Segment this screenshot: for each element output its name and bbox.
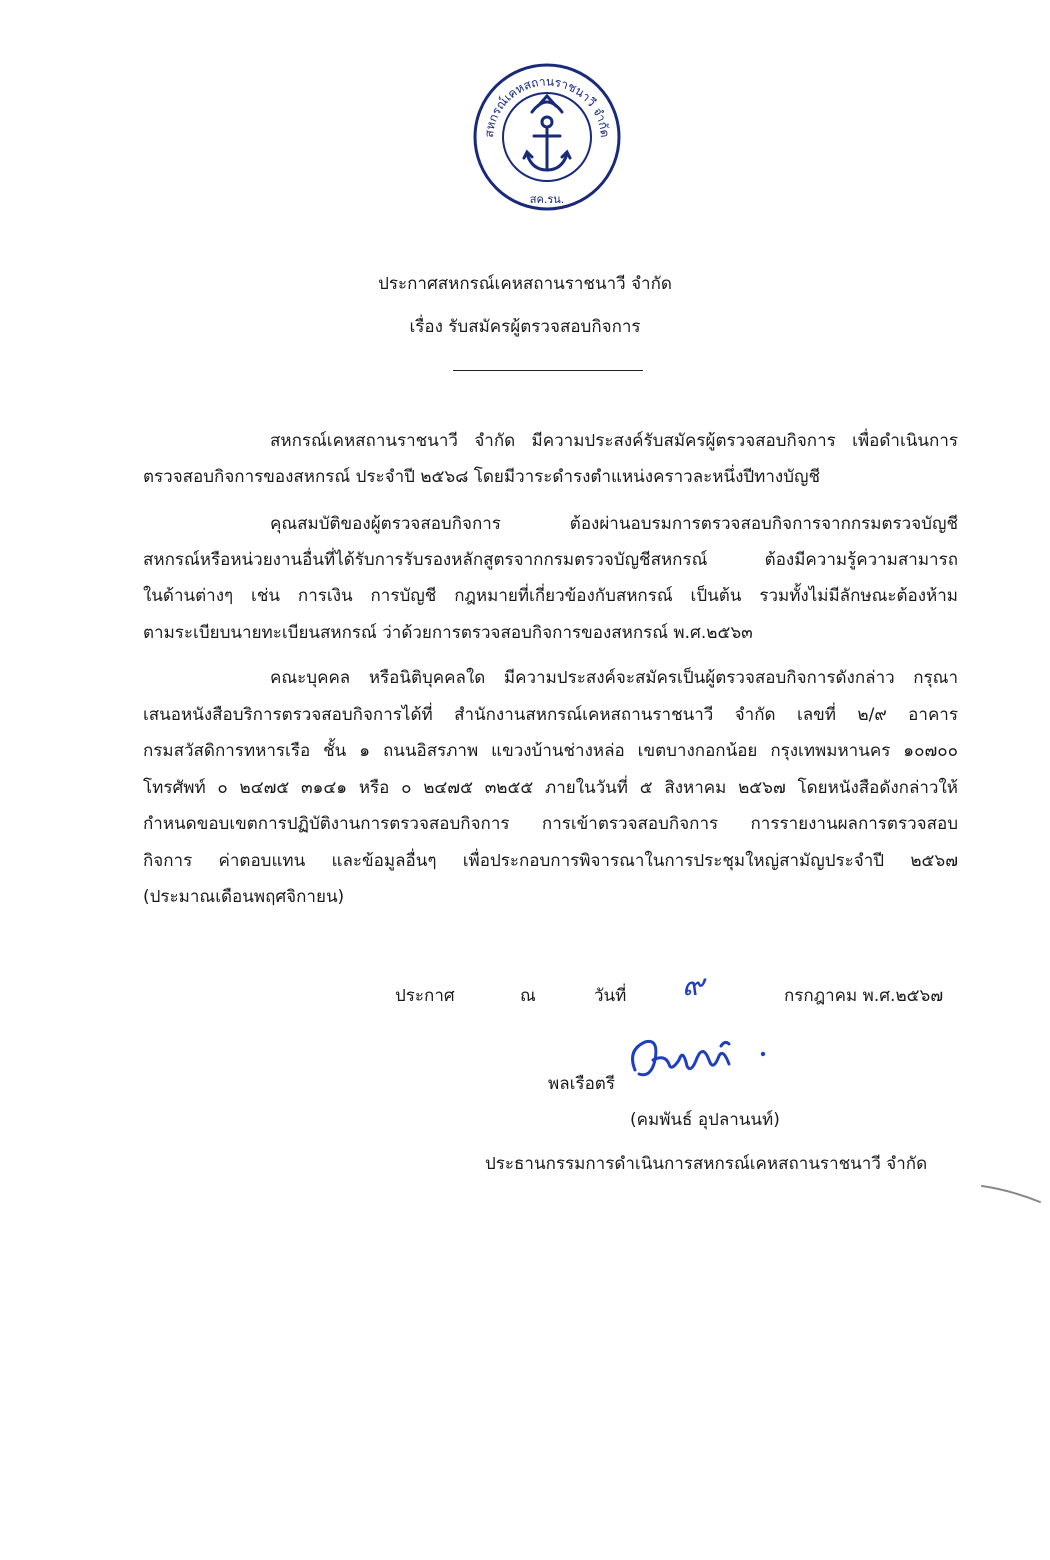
paragraph-line: ในด้านต่างๆ เช่น การเงิน การบัญชี กฎหมายที่เกี่ยวข้องกับสหกรณ์ เป็นต้น รวมทั้งไม่มีลักษณะต้องห้าม [143, 586, 958, 606]
paragraph-line: โทรศัพท์ ๐ ๒๔๗๕ ๓๑๔๑ หรือ ๐ ๒๔๗๕ ๓๒๕๕ ภายในวันที่ ๕ สิงหาคม ๒๕๖๗ โดยหนังสือดังกล่าวให้ [143, 778, 958, 798]
announcement-subject: เรื่อง รับสมัครผู้ตรวจสอบกิจการ [409, 317, 641, 337]
seal-bottom-text: สค.รน. [529, 193, 565, 206]
announce-day-label: วันที่ [594, 986, 627, 1006]
announcement-title: ประกาศสหกรณ์เคหสถานราชนาวี จำกัด [378, 274, 672, 294]
scan-edge-mark [980, 1182, 1042, 1204]
paragraph-line: (ประมาณเดือนพฤศจิกายน) [143, 887, 345, 907]
paragraph-line: สหกรณ์เคหสถานราชนาวี จำกัด มีความประสงค์รับสมัครผู้ตรวจสอบกิจการ เพื่อดำเนินการ [270, 431, 958, 451]
signer-position: ประธานกรรมการดำเนินการสหกรณ์เคหสถานราชนาวี จำกัด [485, 1154, 928, 1174]
paragraph-line: กำหนดขอบเขตการปฏิบัติงานการตรวจสอบกิจการ การเข้าตรวจสอบกิจการ การรายงานผลการตรวจสอบ [143, 814, 958, 834]
anchor-icon [524, 96, 570, 170]
paragraph-line: เสนอหนังสือบริการตรวจสอบกิจการได้ที่ สำนักงานสหกรณ์เคหสถานราชนาวี จำกัด เลขที่ ๒/๙ อาคาร [143, 705, 958, 725]
seal-outer-text: สหกรณ์เคหสถานราชนาวี จำกัด [481, 74, 613, 139]
paragraph-line: คณะบุคคล หรือนิติบุคคลใด มีความประสงค์จะสมัครเป็นผู้ตรวจสอบกิจการดังกล่าว กรุณา [270, 668, 958, 688]
signer-name: (คมพันธ์ อุปลานนท์) [630, 1110, 780, 1130]
announce-at: ณ [520, 986, 536, 1006]
paragraph-line: กรมสวัสดิการทหารเรือ ชั้น ๑ ถนนอิสรภาพ แขวงบ้านช่างหล่อ เขตบางกอกน้อย กรุงเทพมหานคร ๑๐๗๐๐ [143, 741, 958, 761]
paragraph-line: กิจการ ค่าตอบแทน และข้อมูลอื่นๆ เพื่อประกอบการพิจารณาในการประชุมใหญ่สามัญประจำปี ๒๕๖๗ [143, 851, 958, 871]
handwritten-day: ๙ [682, 968, 704, 1003]
paragraph-line: สหกรณ์หรือหน่วยงานอื่นที่ได้รับการรับรองหลักสูตรจากกรมตรวจบัญชีสหกรณ์ ต้องมีความรู้ความสามารถ [143, 550, 958, 570]
paragraph-line: ตรวจสอบกิจการของสหกรณ์ ประจำปี ๒๕๖๘ โดยมีวาระดำรงตำแหน่งคราวละหนึ่งปีทางบัญชี [143, 467, 821, 487]
announce-month-year: กรกฎาคม พ.ศ.๒๕๖๗ [784, 986, 944, 1006]
heading-divider [453, 370, 643, 371]
paragraph-line: คุณสมบัติของผู้ตรวจสอบกิจการ ต้องผ่านอบรมการตรวจสอบกิจการจากกรมตรวจบัญชี [270, 514, 958, 534]
cooperative-seal [472, 62, 622, 212]
paragraph-line: ตามระเบียบนายทะเบียนสหกรณ์ ว่าด้วยการตรวจสอบกิจการของสหกรณ์ พ.ศ.๒๕๖๓ [143, 623, 753, 643]
announce-word: ประกาศ [395, 986, 455, 1006]
signer-rank: พลเรือตรี [548, 1074, 615, 1094]
handwritten-signature [625, 1030, 775, 1085]
